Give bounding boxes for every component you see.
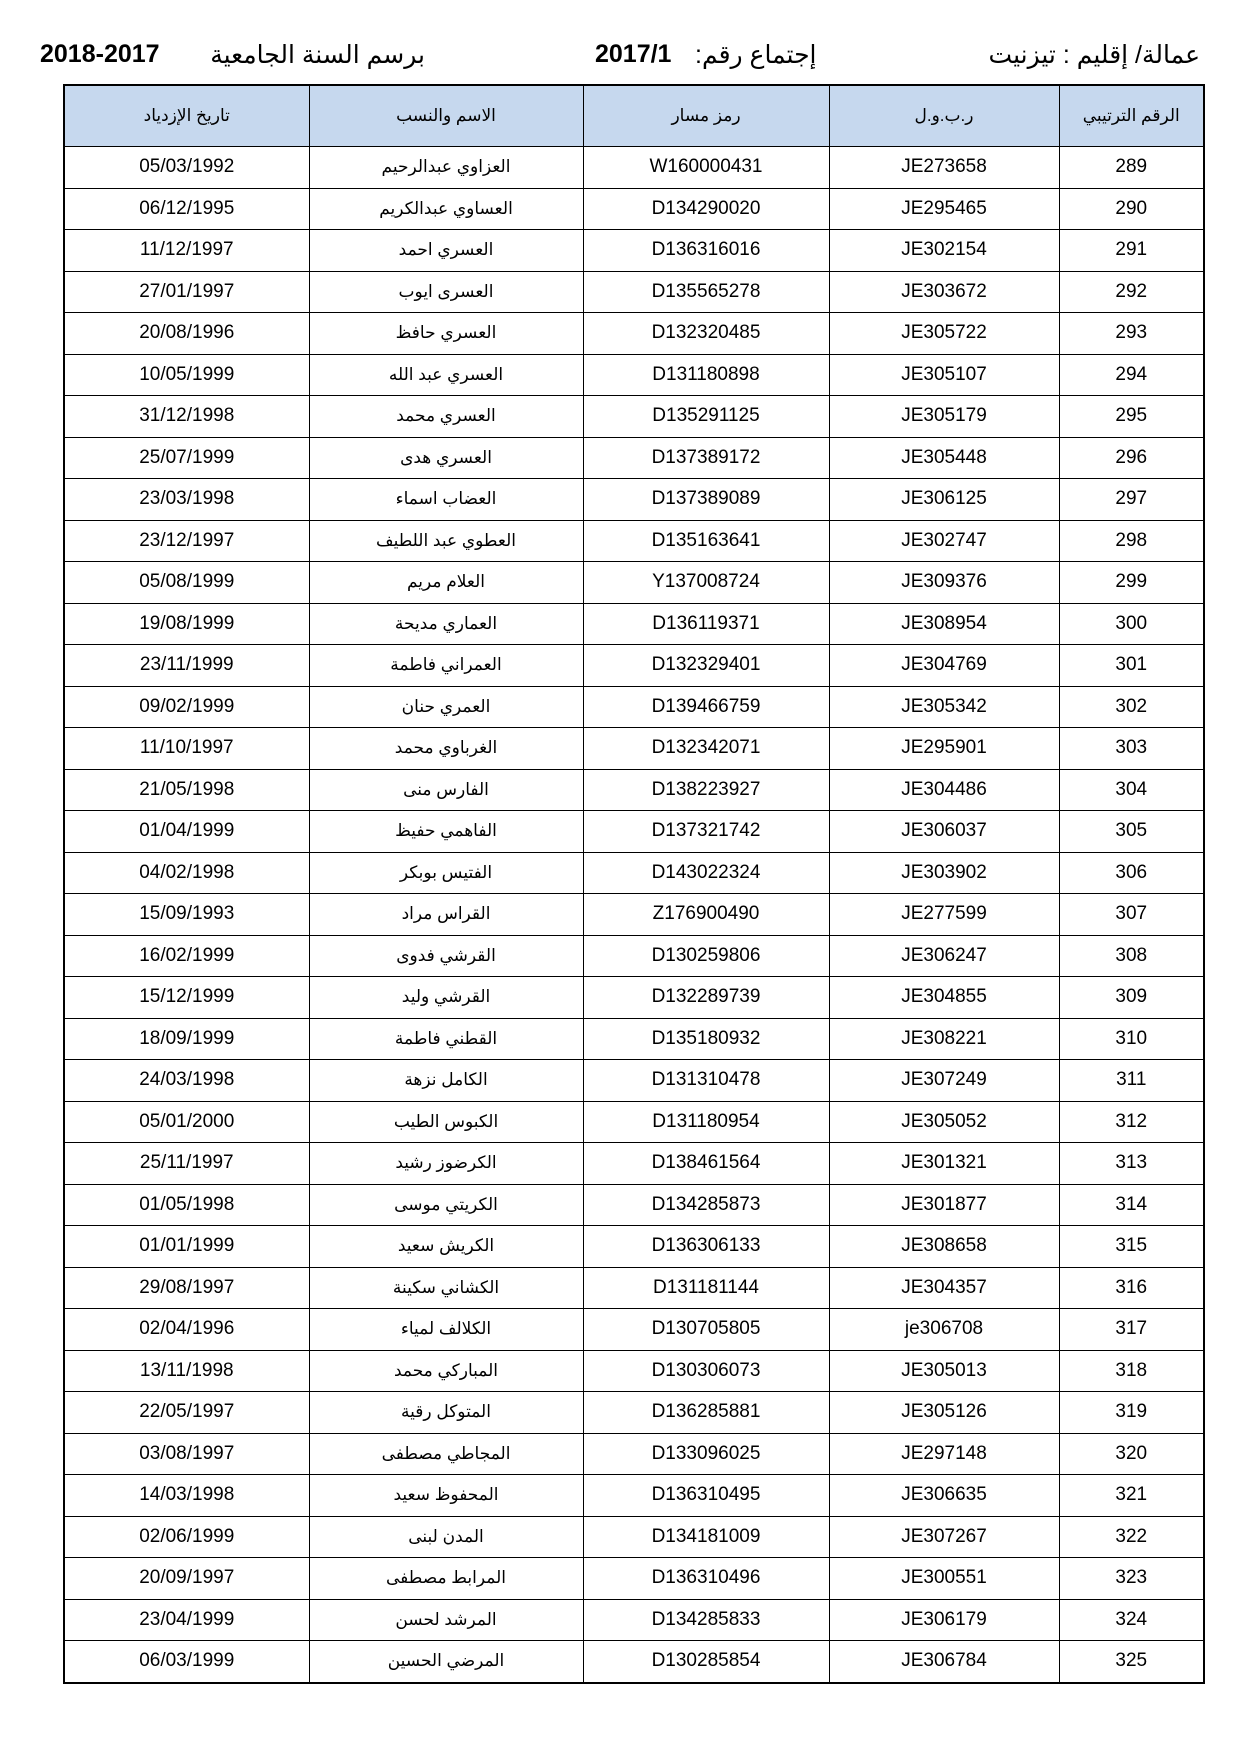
cell-dob: 05/08/1999 xyxy=(64,562,309,604)
cell-rank: 291 xyxy=(1059,230,1204,272)
table-row xyxy=(64,520,1204,562)
cell-cne: JE306247 xyxy=(829,935,1059,977)
cell-name: العضاب اسماء xyxy=(309,479,583,521)
table-row xyxy=(64,396,1204,438)
table-row xyxy=(64,686,1204,728)
cell-cne: JE305722 xyxy=(829,313,1059,355)
cell-rank: 306 xyxy=(1059,852,1204,894)
table-row xyxy=(64,437,1204,479)
cell-name: العطوي عبد اللطيف xyxy=(309,520,583,562)
cell-dob: 10/05/1999 xyxy=(64,354,309,396)
cell-rank: 313 xyxy=(1059,1143,1204,1185)
cell-dob: 16/02/1999 xyxy=(64,935,309,977)
cell-dob: 01/05/1998 xyxy=(64,1184,309,1226)
cell-name: القرشي فدوى xyxy=(309,935,583,977)
cell-name: المحفوظ سعيد xyxy=(309,1475,583,1517)
cell-rank: 303 xyxy=(1059,728,1204,770)
cell-code: D137389089 xyxy=(583,479,829,521)
table-row xyxy=(64,852,1204,894)
cell-rank: 294 xyxy=(1059,354,1204,396)
cell-code: D136316016 xyxy=(583,230,829,272)
table-row xyxy=(64,1309,1204,1351)
cell-code: D132289739 xyxy=(583,977,829,1019)
cell-dob: 31/12/1998 xyxy=(64,396,309,438)
cell-cne: JE295465 xyxy=(829,188,1059,230)
cell-name: العسري محمد xyxy=(309,396,583,438)
cell-name: العزاوي عبدالرحيم xyxy=(309,147,583,189)
cell-cne: JE308954 xyxy=(829,603,1059,645)
cell-code: D134290020 xyxy=(583,188,829,230)
cell-dob: 02/06/1999 xyxy=(64,1516,309,1558)
table-row xyxy=(64,1599,1204,1641)
cell-name: العسري هدى xyxy=(309,437,583,479)
cell-name: العسري احمد xyxy=(309,230,583,272)
cell-name: الكبوس الطيب xyxy=(309,1101,583,1143)
table-row xyxy=(64,977,1204,1019)
cell-code: D130705805 xyxy=(583,1309,829,1351)
cell-code: D137389172 xyxy=(583,437,829,479)
meeting-info xyxy=(595,40,855,76)
table-body xyxy=(64,147,1204,1683)
cell-name: الكشاني سكينة xyxy=(309,1267,583,1309)
cell-cne: JE309376 xyxy=(829,562,1059,604)
cell-dob: 25/11/1997 xyxy=(64,1143,309,1185)
cell-dob: 13/11/1998 xyxy=(64,1350,309,1392)
cell-rank: 319 xyxy=(1059,1392,1204,1434)
cell-name: الفارس منى xyxy=(309,769,583,811)
cell-code: D134285833 xyxy=(583,1599,829,1641)
cell-cne: JE306635 xyxy=(829,1475,1059,1517)
cell-cne: JE301877 xyxy=(829,1184,1059,1226)
cell-name: المرابط مصطفى xyxy=(309,1558,583,1600)
cell-dob: 18/09/1999 xyxy=(64,1018,309,1060)
cell-dob: 01/04/1999 xyxy=(64,811,309,853)
cell-code: D137321742 xyxy=(583,811,829,853)
cell-code: D136310495 xyxy=(583,1475,829,1517)
cell-cne: JE305013 xyxy=(829,1350,1059,1392)
cell-name: العلام مريم xyxy=(309,562,583,604)
cell-cne: JE302747 xyxy=(829,520,1059,562)
cell-rank: 311 xyxy=(1059,1060,1204,1102)
cell-name: العمري حنان xyxy=(309,686,583,728)
cell-cne: je306708 xyxy=(829,1309,1059,1351)
cell-cne: JE308221 xyxy=(829,1018,1059,1060)
table-row xyxy=(64,1226,1204,1268)
cell-dob: 19/08/1999 xyxy=(64,603,309,645)
cell-name: القرشي وليد xyxy=(309,977,583,1019)
cell-rank: 320 xyxy=(1059,1433,1204,1475)
cell-rank: 300 xyxy=(1059,603,1204,645)
cell-cne: JE304769 xyxy=(829,645,1059,687)
cell-code: D134285873 xyxy=(583,1184,829,1226)
cell-cne: JE306037 xyxy=(829,811,1059,853)
cell-dob: 04/02/1998 xyxy=(64,852,309,894)
cell-name: الكامل نزهة xyxy=(309,1060,583,1102)
cell-name: الغرباوي محمد xyxy=(309,728,583,770)
header-code: رمز مسار xyxy=(583,85,829,147)
table-row xyxy=(64,1184,1204,1226)
cell-rank: 289 xyxy=(1059,147,1204,189)
cell-rank: 315 xyxy=(1059,1226,1204,1268)
cell-code: D139466759 xyxy=(583,686,829,728)
cell-code: D136285881 xyxy=(583,1392,829,1434)
cell-code: D135180932 xyxy=(583,1018,829,1060)
table-row xyxy=(64,354,1204,396)
table-row xyxy=(64,479,1204,521)
cell-rank: 310 xyxy=(1059,1018,1204,1060)
cell-cne: JE306125 xyxy=(829,479,1059,521)
cell-cne: JE277599 xyxy=(829,894,1059,936)
cell-dob: 25/07/1999 xyxy=(64,437,309,479)
cell-cne: JE305342 xyxy=(829,686,1059,728)
cell-code: D132342071 xyxy=(583,728,829,770)
cell-rank: 321 xyxy=(1059,1475,1204,1517)
cell-rank: 312 xyxy=(1059,1101,1204,1143)
table-row xyxy=(64,645,1204,687)
cell-name: العسرى ايوب xyxy=(309,271,583,313)
cell-name: الكريش سعيد xyxy=(309,1226,583,1268)
cell-cne: JE303902 xyxy=(829,852,1059,894)
cell-rank: 292 xyxy=(1059,271,1204,313)
cell-code: D130306073 xyxy=(583,1350,829,1392)
cell-cne: JE306784 xyxy=(829,1641,1059,1683)
cell-code: D130259806 xyxy=(583,935,829,977)
cell-code: Y137008724 xyxy=(583,562,829,604)
cell-cne: JE305126 xyxy=(829,1392,1059,1434)
cell-name: الكرضوز رشيد xyxy=(309,1143,583,1185)
cell-dob: 21/05/1998 xyxy=(64,769,309,811)
cell-name: المرضي الحسين xyxy=(309,1641,583,1683)
cell-cne: JE303672 xyxy=(829,271,1059,313)
cell-dob: 23/12/1997 xyxy=(64,520,309,562)
cell-code: D138223927 xyxy=(583,769,829,811)
cell-cne: JE308658 xyxy=(829,1226,1059,1268)
cell-name: العسري عبد الله xyxy=(309,354,583,396)
cell-name: المدن لبنى xyxy=(309,1516,583,1558)
table-row xyxy=(64,1350,1204,1392)
cell-name: المجاطي مصطفى xyxy=(309,1433,583,1475)
cell-dob: 23/04/1999 xyxy=(64,1599,309,1641)
table-row xyxy=(64,1475,1204,1517)
table-header-row xyxy=(64,85,1204,147)
cell-rank: 307 xyxy=(1059,894,1204,936)
header-name: الاسم والنسب xyxy=(309,85,583,147)
students-table xyxy=(63,84,1205,1684)
table-row xyxy=(64,1516,1204,1558)
cell-code: D131180954 xyxy=(583,1101,829,1143)
cell-code: D135163641 xyxy=(583,520,829,562)
table-row xyxy=(64,1392,1204,1434)
cell-rank: 309 xyxy=(1059,977,1204,1019)
cell-cne: JE301321 xyxy=(829,1143,1059,1185)
cell-cne: JE304855 xyxy=(829,977,1059,1019)
cell-dob: 23/11/1999 xyxy=(64,645,309,687)
cell-dob: 06/03/1999 xyxy=(64,1641,309,1683)
cell-code: D131181144 xyxy=(583,1267,829,1309)
cell-code: D135291125 xyxy=(583,396,829,438)
cell-dob: 24/03/1998 xyxy=(64,1060,309,1102)
table-row xyxy=(64,728,1204,770)
cell-code: W160000431 xyxy=(583,147,829,189)
table-row xyxy=(64,230,1204,272)
cell-code: D134181009 xyxy=(583,1516,829,1558)
table-row xyxy=(64,1267,1204,1309)
cell-code: D136119371 xyxy=(583,603,829,645)
academic-year: 2018-2017 xyxy=(40,40,160,68)
cell-code: D143022324 xyxy=(583,852,829,894)
cell-name: الكلالف لمياء xyxy=(309,1309,583,1351)
cell-name: الفاهمي حفيظ xyxy=(309,811,583,853)
table-row xyxy=(64,1433,1204,1475)
cell-dob: 11/10/1997 xyxy=(64,728,309,770)
cell-dob: 20/09/1997 xyxy=(64,1558,309,1600)
cell-rank: 324 xyxy=(1059,1599,1204,1641)
cell-code: D133096025 xyxy=(583,1433,829,1475)
cell-dob: 06/12/1995 xyxy=(64,188,309,230)
cell-rank: 290 xyxy=(1059,188,1204,230)
cell-name: القطني فاطمة xyxy=(309,1018,583,1060)
cell-name: العمراني فاطمة xyxy=(309,645,583,687)
cell-rank: 308 xyxy=(1059,935,1204,977)
cell-name: القراس مراد xyxy=(309,894,583,936)
cell-cne: JE302154 xyxy=(829,230,1059,272)
table-row xyxy=(64,1101,1204,1143)
cell-rank: 293 xyxy=(1059,313,1204,355)
cell-code: Z176900490 xyxy=(583,894,829,936)
cell-code: D131180898 xyxy=(583,354,829,396)
cell-code: D136306133 xyxy=(583,1226,829,1268)
cell-dob: 27/01/1997 xyxy=(64,271,309,313)
cell-cne: JE273658 xyxy=(829,147,1059,189)
cell-dob: 15/12/1999 xyxy=(64,977,309,1019)
cell-code: D131310478 xyxy=(583,1060,829,1102)
cell-code: D130285854 xyxy=(583,1641,829,1683)
cell-cne: JE300551 xyxy=(829,1558,1059,1600)
cell-cne: JE305052 xyxy=(829,1101,1059,1143)
cell-rank: 305 xyxy=(1059,811,1204,853)
cell-rank: 314 xyxy=(1059,1184,1204,1226)
table-row xyxy=(64,313,1204,355)
cell-dob: 22/05/1997 xyxy=(64,1392,309,1434)
cell-rank: 317 xyxy=(1059,1309,1204,1351)
cell-name: المرشد لحسن xyxy=(309,1599,583,1641)
table-row xyxy=(64,147,1204,189)
cell-name: المتوكل رقية xyxy=(309,1392,583,1434)
table-row xyxy=(64,1558,1204,1600)
cell-dob: 03/08/1997 xyxy=(64,1433,309,1475)
table-row xyxy=(64,1018,1204,1060)
cell-code: D138461564 xyxy=(583,1143,829,1185)
cell-cne: JE305107 xyxy=(829,354,1059,396)
cell-rank: 302 xyxy=(1059,686,1204,728)
table-row xyxy=(64,1641,1204,1683)
academic-year-label: برسم السنة الجامعية xyxy=(210,41,425,69)
meeting-label: إجتماع رقم: xyxy=(695,41,817,69)
cell-dob: 11/12/1997 xyxy=(64,230,309,272)
cell-name: الكريتي موسى xyxy=(309,1184,583,1226)
cell-rank: 323 xyxy=(1059,1558,1204,1600)
table-row xyxy=(64,811,1204,853)
cell-rank: 301 xyxy=(1059,645,1204,687)
table-row xyxy=(64,603,1204,645)
cell-cne: JE307267 xyxy=(829,1516,1059,1558)
cell-rank: 322 xyxy=(1059,1516,1204,1558)
cell-rank: 298 xyxy=(1059,520,1204,562)
province-label: عمالة/ إقليم : تيزنيت xyxy=(988,41,1200,69)
cell-cne: JE305448 xyxy=(829,437,1059,479)
cell-rank: 304 xyxy=(1059,769,1204,811)
cell-name: العسري حافظ xyxy=(309,313,583,355)
cell-cne: JE304486 xyxy=(829,769,1059,811)
cell-rank: 299 xyxy=(1059,562,1204,604)
cell-rank: 318 xyxy=(1059,1350,1204,1392)
cell-dob: 09/02/1999 xyxy=(64,686,309,728)
meeting-number: 2017/1 xyxy=(595,40,672,68)
page-header xyxy=(40,34,1200,74)
header-rank: الرقم الترتيبي xyxy=(1059,85,1204,147)
table-row xyxy=(64,188,1204,230)
table-row xyxy=(64,1060,1204,1102)
cell-dob: 20/08/1996 xyxy=(64,313,309,355)
cell-cne: JE307249 xyxy=(829,1060,1059,1102)
cell-cne: JE304357 xyxy=(829,1267,1059,1309)
cell-dob: 05/01/2000 xyxy=(64,1101,309,1143)
table-row xyxy=(64,894,1204,936)
header-cne: ر.ب.و.ل xyxy=(829,85,1059,147)
cell-dob: 01/01/1999 xyxy=(64,1226,309,1268)
cell-dob: 02/04/1996 xyxy=(64,1309,309,1351)
cell-rank: 295 xyxy=(1059,396,1204,438)
cell-dob: 23/03/1998 xyxy=(64,479,309,521)
cell-cne: JE297148 xyxy=(829,1433,1059,1475)
cell-name: المباركي محمد xyxy=(309,1350,583,1392)
header-dob: تاريخ الإزدياد xyxy=(64,85,309,147)
table-row xyxy=(64,935,1204,977)
cell-rank: 296 xyxy=(1059,437,1204,479)
table-row xyxy=(64,1143,1204,1185)
table-row xyxy=(64,562,1204,604)
cell-rank: 297 xyxy=(1059,479,1204,521)
cell-dob: 05/03/1992 xyxy=(64,147,309,189)
cell-cne: JE295901 xyxy=(829,728,1059,770)
cell-name: العساوي عبدالكريم xyxy=(309,188,583,230)
cell-code: D135565278 xyxy=(583,271,829,313)
cell-rank: 316 xyxy=(1059,1267,1204,1309)
cell-dob: 15/09/1993 xyxy=(64,894,309,936)
cell-code: D132329401 xyxy=(583,645,829,687)
cell-code: D136310496 xyxy=(583,1558,829,1600)
cell-rank: 325 xyxy=(1059,1641,1204,1683)
cell-code: D132320485 xyxy=(583,313,829,355)
table-row xyxy=(64,271,1204,313)
cell-name: الفتيس بوبكر xyxy=(309,852,583,894)
cell-cne: JE306179 xyxy=(829,1599,1059,1641)
cell-name: العماري مديحة xyxy=(309,603,583,645)
cell-cne: JE305179 xyxy=(829,396,1059,438)
table-row xyxy=(64,769,1204,811)
cell-dob: 14/03/1998 xyxy=(64,1475,309,1517)
cell-dob: 29/08/1997 xyxy=(64,1267,309,1309)
